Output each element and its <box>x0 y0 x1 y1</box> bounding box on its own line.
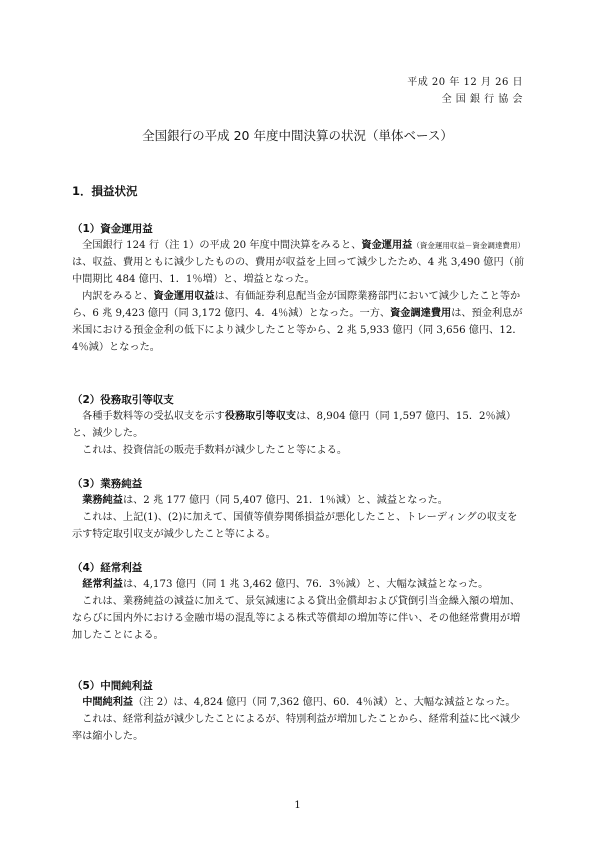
subsection-body-3 <box>72 492 527 543</box>
text-run: 内訳をみると、 <box>72 291 154 302</box>
subsection-heading-3: （3）業務純益 <box>72 478 143 490</box>
paragraph <box>72 288 527 356</box>
paragraph: これは、上記(1)、(2)に加えて、国債等債券関係損益が悪化したこと、トレーディングの収支を示す特定取引収支が減少したこと等による。 <box>72 512 518 540</box>
text-run <box>72 697 82 708</box>
issue-date: 平成 20 年 12 月 26 日 <box>407 77 523 88</box>
text-run <box>72 579 82 590</box>
section-heading: 1．損益状況 <box>72 184 138 198</box>
bold-term: 業務純益 <box>82 495 123 506</box>
page-number: 1 <box>294 800 301 811</box>
paragraph <box>72 694 527 711</box>
text-run: は、預金利息が米国における預金金利の低下により減少したこと等から、2 兆 5,933 億円（同 3,656 億円、12．4％減）となった。 <box>72 308 523 353</box>
document-title: 全国銀行の平成 20 年度中間決算の状況（単体ベース） <box>142 128 453 143</box>
text-run: は、有価証券利息配当金が国際業務部門において減少したこと等から、6 兆 9,423 億円（同 3,172 億円、4．4％減）となった。一方、 <box>72 291 521 319</box>
paragraph <box>72 408 527 442</box>
bold-term: 役務取引等収支 <box>224 411 297 422</box>
text-run: （注 2）は、4,824 億円（同 7,362 億円、60．4％減）と、大幅な減益となった。 <box>133 697 516 708</box>
bold-term: 中間純利益 <box>82 697 134 708</box>
bold-term: 資金運用益 <box>361 240 413 251</box>
bold-term: 資金運用収益 <box>153 291 215 302</box>
subsection-body-1 <box>72 237 527 356</box>
paragraph <box>72 492 527 509</box>
subsection-heading-1: （1）資金運用益 <box>72 223 153 235</box>
paragraph <box>72 237 527 288</box>
paragraph: これは、業務純益の減益に加えて、景気減速による貸出金償却および貸倒引当金繰入額の増加、ならびに国内外における金融市場の混乱等による株式等償却の増加等に伴い、その他経常費用が増加したことによる。 <box>72 596 521 641</box>
text-run-small: （資金運用収益－資金調達費用） <box>412 241 525 250</box>
bold-term: 資金調達費用 <box>390 308 452 319</box>
text-run: 全国銀行 124 行（注 1）の平成 20 年度中間決算をみると、 <box>72 240 362 251</box>
subsection-body-2 <box>72 408 527 459</box>
subsection-heading-5: （5）中間純利益 <box>72 680 153 692</box>
organization-name: 全 国 銀 行 協 会 <box>441 94 523 105</box>
text-run: は、収益、費用ともに減少したものの、費用が収益を上回って減少したため、4 兆 3,490 億円（前中間期比 484 億円、1．1％増）と、増益となった。 <box>72 257 525 285</box>
subsection-body-4 <box>72 576 527 644</box>
paragraph: これは、投資信託の販売手数料が減少したこと等による。 <box>72 445 348 456</box>
text-run: 各種手数料等の受払収支を示す <box>72 411 225 422</box>
subsection-heading-2: （2）役務取引等収支 <box>72 394 174 406</box>
text-run: は、4,173 億円（同 1 兆 3,462 億円、76．3％減）と、大幅な減益となった。 <box>122 579 489 590</box>
header-block <box>407 74 523 108</box>
paragraph: これは、経常利益が減少したことによるが、特別利益が増加したことから、経常利益に比べ減少率は縮小した。 <box>72 714 521 742</box>
text-run <box>72 495 82 506</box>
subsection-body-5 <box>72 694 527 745</box>
text-run: は、2 兆 177 億円（同 5,407 億円、21．1％減）と、減益となった。 <box>122 495 448 506</box>
paragraph <box>72 576 527 593</box>
bold-term: 経常利益 <box>82 579 123 590</box>
text-run: は、8,904 億円（同 1,597 億円、15．2％減）と、減少した。 <box>72 411 517 439</box>
subsection-heading-4: （4）経常利益 <box>72 562 143 574</box>
